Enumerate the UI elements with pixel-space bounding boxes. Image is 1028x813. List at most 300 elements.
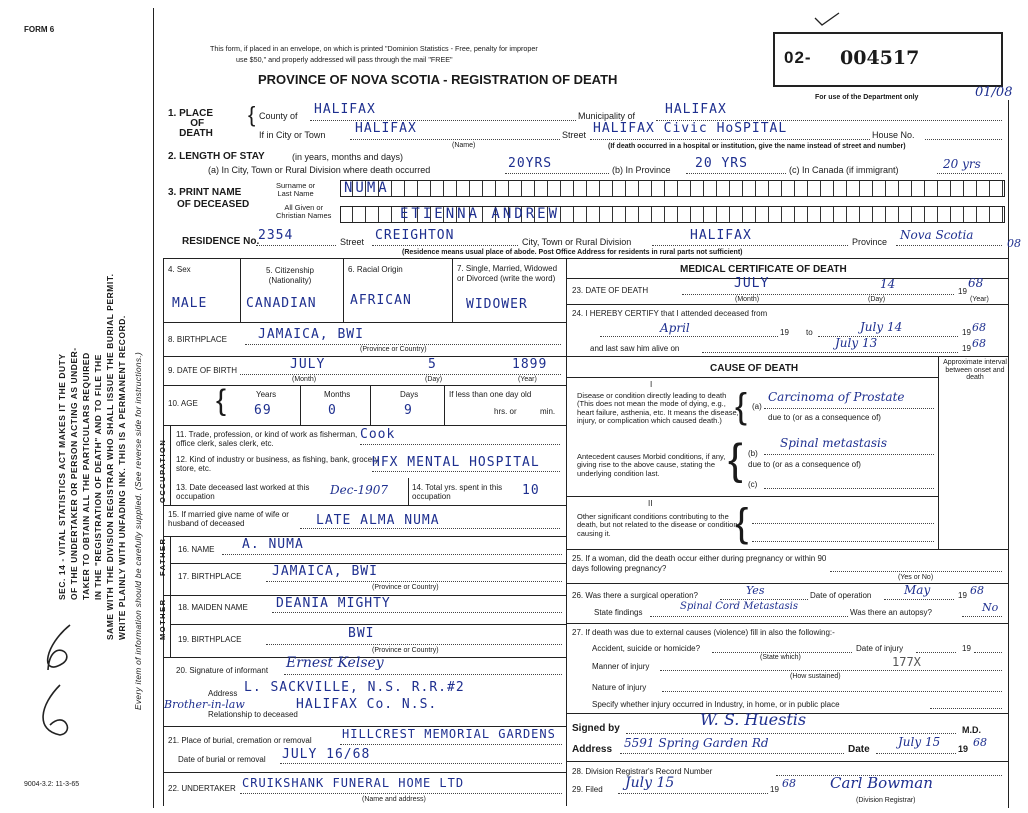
- stay-c-label: (c) In Canada (if immigrant): [789, 165, 899, 175]
- months-value: 0: [328, 403, 337, 418]
- autopsy-value: No: [982, 601, 999, 614]
- letter-cell: [392, 181, 405, 196]
- letter-cell: [431, 181, 444, 196]
- house-line: [925, 139, 1002, 140]
- death-year-prefix: 19: [958, 287, 967, 296]
- letter-cell: [509, 181, 522, 196]
- dept-code: 01/08: [975, 85, 1013, 100]
- interval-divider: [938, 356, 939, 549]
- sep-months: [370, 385, 371, 425]
- other-line-2: [752, 541, 934, 542]
- letter-cell: [522, 181, 535, 196]
- margin-line-3: TAKER TO OBTAIN ALL THE PARTICULARS REQUIRED: [81, 352, 91, 600]
- birthplace-label: 8. BIRTHPLACE: [168, 335, 227, 344]
- letter-cell: [600, 207, 613, 222]
- findings-label: State findings: [594, 608, 643, 617]
- medical-title: MEDICAL CERTIFICATE OF DEATH: [680, 264, 847, 275]
- place-brace: {: [248, 102, 256, 127]
- spouse-line: [300, 528, 560, 529]
- letter-cell: [951, 207, 964, 222]
- death-year-caption: (Year): [970, 296, 989, 303]
- letter-cell: [665, 207, 678, 222]
- letter-cell: [574, 181, 587, 196]
- letter-cell: [561, 207, 574, 222]
- q25-label: 25. If a woman, did the death occur either during pregnancy or within 90 days following pregnancy?: [572, 554, 827, 573]
- date-line: [876, 753, 956, 754]
- letter-cell: [613, 207, 626, 222]
- death-day-caption: (Day): [868, 296, 886, 303]
- b-marker: (b): [748, 449, 758, 458]
- address-value: 5591 Spring Garden Rd: [624, 736, 769, 750]
- residence-street-label: Street: [340, 237, 365, 247]
- letter-cell: [353, 207, 366, 222]
- q11-line: [360, 444, 560, 445]
- letter-cell: [769, 207, 782, 222]
- letter-cell: [925, 181, 938, 196]
- row-divider-6: [163, 505, 566, 506]
- findings-line: [650, 616, 848, 617]
- letter-cell: [938, 207, 951, 222]
- letter-cell: [899, 207, 912, 222]
- undertaker-line: [240, 793, 562, 794]
- direct-brace: {: [735, 385, 748, 426]
- birthplace-value: JAMAICA, BWI: [258, 327, 364, 342]
- death-day: 14: [880, 277, 896, 291]
- cause-a: Carcinoma of Prostate: [768, 390, 905, 404]
- injury-date-label: Date of injury: [856, 644, 904, 653]
- last-seen-year-prefix: 19: [962, 344, 971, 353]
- burial-place-value: HILLCREST MEMORIAL GARDENS: [342, 727, 556, 741]
- sex-label: 4. Sex: [168, 265, 191, 274]
- registrar-signature: Carl Bowman: [830, 774, 933, 792]
- dob-label: 9. DATE OF BIRTH: [168, 366, 238, 375]
- cause-title-line: [566, 377, 938, 378]
- informant-address-1: L. SACKVILLE, N.S. R.R.#2: [244, 680, 465, 695]
- length-of-stay-label: 2. LENGTH OF STAY: [168, 151, 265, 162]
- undertaker-value: CRUIKSHANK FUNERAL HOME LTD: [242, 776, 465, 790]
- form-right-border: [1008, 100, 1009, 808]
- municipality-value: HALIFAX: [665, 102, 727, 117]
- q14-value: 10: [522, 483, 540, 498]
- specify-line: [930, 708, 1002, 709]
- op-date-label: Date of operation: [810, 591, 872, 600]
- letter-cell: [379, 207, 392, 222]
- letter-cell: [951, 181, 964, 196]
- row-divider-3: [163, 356, 566, 357]
- street-label: Street: [562, 130, 587, 140]
- op-date-line: [884, 599, 954, 600]
- q13-value: Dec-1907: [330, 483, 389, 497]
- letter-cell: [964, 181, 977, 196]
- manner-label: Manner of injury: [592, 662, 650, 671]
- signed-line: [626, 733, 956, 734]
- q11-value: Cook: [360, 427, 396, 442]
- mother-birth-line: [266, 644, 562, 645]
- row-divider-1: [163, 258, 1008, 259]
- marital-label: 7. Single, Married, Widowed or Divorced (write the word): [457, 264, 558, 283]
- letter-cell: [613, 181, 626, 196]
- letter-cell: [730, 207, 743, 222]
- form-id: FORM 6: [24, 25, 55, 34]
- city-line: [350, 139, 560, 140]
- address-line: [620, 753, 844, 754]
- dob-line: [240, 374, 561, 375]
- margin-line-5: SAME WITH THE DIVISION REGISTRAR WHO SHALL ISSUE THE BURIAL PERMIT.: [105, 273, 115, 640]
- state-which-caption: (State which): [760, 654, 801, 661]
- county-label: County of: [259, 111, 298, 121]
- letter-cell: [873, 207, 886, 222]
- mother-birth-label: 19. BIRTHPLACE: [178, 635, 242, 644]
- father-birth-caption: (Province or Country): [372, 584, 439, 591]
- min-label: min.: [540, 407, 556, 416]
- letter-cell: [665, 181, 678, 196]
- informant-sig-value: Ernest Kelsey: [286, 655, 384, 671]
- informant-address-2: HALIFAX Co. N.S.: [296, 697, 438, 712]
- print-code: 9004-3.2: 11-3-65: [24, 781, 80, 788]
- letter-cell: [847, 207, 860, 222]
- spouse-value: LATE ALMA NUMA: [316, 513, 440, 528]
- father-side-label: FATHER: [158, 537, 167, 576]
- days-label: Days: [400, 390, 419, 399]
- margin-line-6: WRITE PLAINLY WITH UNFADING INK. THIS IS A PERMANENT RECORD.: [117, 315, 127, 640]
- q14-label: 14. Total yrs. spent in this occupation: [412, 483, 503, 502]
- margin-line-2: OF THE UNDERTAKER OR PERSON ACTING AS UNDER-: [69, 347, 79, 600]
- accident-line: [712, 652, 852, 653]
- letter-cell: [496, 181, 509, 196]
- letter-cell: [860, 207, 873, 222]
- letter-cell: [886, 207, 899, 222]
- burial-date-value: JULY 16/68: [282, 747, 371, 762]
- undertaker-caption: (Name and address): [362, 796, 426, 803]
- father-birth-line: [266, 581, 562, 582]
- letter-cell: [587, 181, 600, 196]
- letter-cell: [834, 207, 847, 222]
- death-month: JULY: [734, 276, 770, 291]
- filed-year: 68: [782, 777, 796, 790]
- street-line: [590, 139, 870, 140]
- print-name-label-1: 3. PRINT NAME: [168, 187, 242, 198]
- form-left-border: [153, 8, 154, 808]
- occ-side-line: [170, 425, 171, 505]
- letter-cell: [678, 181, 691, 196]
- side-code: 08: [1007, 237, 1021, 250]
- q12-label: 12. Kind of industry or business, as fishing, bank, grocery store, etc.: [176, 455, 379, 474]
- residence-no: 2354: [258, 228, 294, 243]
- dob-day: 5: [428, 357, 437, 372]
- part2-divider: [566, 496, 938, 497]
- med-divider-1: [566, 278, 1008, 279]
- city-label: If in City or Town: [259, 130, 326, 140]
- months-label: Months: [324, 390, 351, 399]
- residence-label: RESIDENCE No.: [182, 236, 260, 247]
- mother-birth-caption: (Province or Country): [372, 647, 439, 654]
- address-label: Address: [572, 744, 613, 755]
- sex-value: MALE: [172, 296, 208, 311]
- surname-label: Surname or Last Name: [276, 181, 316, 199]
- burial-place-label: 21. Place of burial, cremation or removal: [168, 736, 312, 745]
- margin-initials-signature: [30, 615, 90, 745]
- letter-cell: [678, 207, 691, 222]
- q12-value: HFX MENTAL HOSPITAL: [372, 455, 540, 470]
- row-divider-5: [163, 425, 566, 426]
- letter-cell: [977, 181, 990, 196]
- surname-cells: [340, 181, 1003, 196]
- letter-cell: [691, 207, 704, 222]
- filed-year-prefix: 19: [770, 785, 779, 794]
- injury-year-line: [974, 652, 1002, 653]
- residence-no-line: [256, 245, 336, 246]
- days-value: 9: [404, 403, 413, 418]
- death-month-caption: (Month): [735, 296, 760, 303]
- autopsy-line: [962, 616, 1002, 617]
- residence-city: HALIFAX: [690, 228, 752, 243]
- informant-sig-label: 20. Signature of informant: [176, 666, 269, 675]
- signed-value: W. S. Huestis: [700, 710, 807, 729]
- sep-citizenship: [343, 258, 344, 322]
- letter-cell: [847, 181, 860, 196]
- manner-code: 177X: [892, 655, 921, 669]
- father-name-value: A. NUMA: [242, 537, 304, 552]
- street-value: HALIFAX Civic HoSPITAL: [593, 121, 788, 136]
- burial-place-line: [340, 744, 562, 745]
- nature-label: Nature of injury: [592, 683, 647, 692]
- row-divider-11: [163, 772, 566, 773]
- father-name-line: [222, 554, 562, 555]
- letter-cell: [587, 207, 600, 222]
- less-than-day-label: If less than one day old: [449, 390, 532, 399]
- letter-cell: [873, 181, 886, 196]
- stay-a-line: [505, 173, 609, 174]
- other-conditions-label: Other significant conditions contributing to the death, but not related to the disease or condition causing it.: [577, 512, 738, 538]
- date-value: July 15: [898, 735, 941, 749]
- cause-b: Spinal metastasis: [780, 436, 888, 450]
- letter-cell: [808, 181, 821, 196]
- letter-cell: [782, 181, 795, 196]
- due-to-a: due to (or as a consequence of): [768, 413, 881, 422]
- surname-value: NUMA: [344, 180, 390, 196]
- letter-cell: [483, 181, 496, 196]
- findings-value: Spinal Cord Metastasis: [680, 601, 798, 612]
- birthplace-line: [245, 344, 561, 345]
- residence-province-label: Province: [852, 237, 888, 247]
- citizenship-label: 5. Citizenship (Nationality): [265, 266, 315, 285]
- op-year: 68: [970, 584, 984, 597]
- stay-c-line: [937, 173, 1002, 174]
- letter-cell: [470, 181, 483, 196]
- reg-number: 004517: [840, 47, 920, 69]
- center-divider: [566, 258, 567, 806]
- surgical-value: Yes: [746, 584, 765, 597]
- name-caption: (Name): [452, 142, 476, 149]
- residence-note: (Residence means usual place of abode. Post Office Address for residents in rural parts not sufficient): [402, 249, 743, 256]
- letter-cell: [834, 181, 847, 196]
- letter-cell: [561, 181, 574, 196]
- age-brace: {: [216, 384, 227, 417]
- check-mark: [812, 10, 842, 28]
- letter-cell: [977, 207, 990, 222]
- q25-line: [830, 571, 1002, 572]
- attend-to: July 14: [860, 320, 903, 334]
- margin-line-4: IN THE "REGISTRATION OF DEATH" AND TO FILE THE: [93, 354, 103, 600]
- letter-cell: [691, 181, 704, 196]
- attend-from-line: [600, 336, 778, 337]
- med-divider-4: [566, 549, 1008, 550]
- cause-a-line: [764, 408, 934, 409]
- mother-maiden-line: [272, 612, 562, 613]
- mother-side-label: MOTHER: [158, 598, 167, 640]
- letter-cell: [964, 207, 977, 222]
- injury-year-prefix: 19: [962, 644, 971, 653]
- q12-line: [372, 471, 560, 472]
- citizenship-value: CANADIAN: [246, 296, 317, 311]
- letter-cell: [444, 181, 457, 196]
- dob-year-caption: (Year): [518, 376, 537, 383]
- a-marker: (a): [752, 402, 762, 411]
- letter-cell: [574, 207, 587, 222]
- signed-label: Signed by: [572, 723, 620, 734]
- birthplace-caption: (Province or Country): [360, 346, 427, 353]
- letter-cell: [626, 207, 639, 222]
- autopsy-label: Was there an autopsy?: [850, 608, 932, 617]
- med-divider-3: [566, 356, 1008, 357]
- letter-cell: [925, 207, 938, 222]
- letter-cell: [418, 181, 431, 196]
- q24-label: 24. I HEREBY CERTIFY that I attended deceased from: [572, 309, 768, 318]
- cause-title: CAUSE OF DEATH: [710, 363, 799, 374]
- due-to-b: due to (or as a consequence of): [748, 460, 861, 469]
- left-inner-border: [163, 258, 164, 806]
- residence-province: Nova Scotia: [900, 228, 974, 242]
- q23-label: 23. DATE OF DEATH: [572, 286, 649, 295]
- informant-address-label: Address: [208, 689, 238, 698]
- spouse-label: 15. If married give name of wife or husband of deceased: [168, 510, 289, 529]
- sep-days: [444, 385, 445, 425]
- residence-city-line: [652, 245, 848, 246]
- letter-cell: [366, 207, 379, 222]
- residence-province-line: [896, 245, 1002, 246]
- sep-sex: [240, 258, 241, 322]
- letter-cell: [639, 207, 652, 222]
- mother-side-line: [170, 595, 171, 657]
- relationship-label: Relationship to deceased: [208, 710, 298, 719]
- letter-cell: [756, 181, 769, 196]
- part1-label: I: [650, 380, 653, 389]
- letter-cell: [886, 181, 899, 196]
- q23-line: [682, 294, 954, 295]
- letter-cell: [795, 181, 808, 196]
- letter-cell: [535, 181, 548, 196]
- cause-c-line: [764, 488, 934, 489]
- margin-line-7: Every item of information should be carefully supplied. (See reverse side for instructions.): [133, 351, 143, 710]
- last-seen: July 13: [835, 336, 878, 350]
- margin-line-1: SEC. 14 - VITAL STATISTICS ACT MAKES IT THE DUTY: [57, 353, 67, 600]
- other-brace: {: [735, 501, 749, 545]
- county-value: HALIFAX: [314, 102, 376, 117]
- form-title: PROVINCE OF NOVA SCOTIA - REGISTRATION OF DEATH: [258, 72, 618, 87]
- reg-prefix: 02-: [784, 48, 812, 67]
- stay-b-line: [686, 173, 786, 174]
- letter-cell: [769, 181, 782, 196]
- last-seen-year: 68: [972, 337, 986, 350]
- letter-cell: [743, 207, 756, 222]
- row-divider-7: [163, 536, 566, 537]
- dob-year: 1899: [512, 357, 548, 372]
- nature-line: [662, 691, 1002, 692]
- attend-from: April: [660, 321, 690, 335]
- q26-label: 26. Was there a surgical operation?: [572, 591, 698, 600]
- last-seen-line: [702, 352, 958, 353]
- letter-cell: [860, 181, 873, 196]
- manner-line: [660, 670, 1002, 671]
- dob-month-caption: (Month): [292, 376, 317, 383]
- direct-cause-label: Disease or condition directly leading to death (This does not mean the mode of dying, e.g., heart failure, asthenia, etc. It means the disease, injury, or complication which caused death.): [577, 391, 739, 425]
- specify-label: Specify whether injury occurred in Industry, in home, or in public place: [592, 700, 840, 709]
- occupation-side-label: OCCUPATION: [158, 438, 167, 503]
- hrs-label: hrs. or: [494, 407, 517, 416]
- date-year-prefix: 19: [958, 744, 969, 754]
- city-value: HALIFAX: [355, 121, 417, 136]
- letter-cell: [639, 181, 652, 196]
- filed-line: [618, 793, 768, 794]
- mother-maiden-value: DEANIA MIGHTY: [276, 596, 391, 611]
- yes-no-caption: (Yes or No): [898, 574, 934, 581]
- undertaker-label: 22. UNDERTAKER: [168, 784, 236, 793]
- registrar-caption: (Division Registrar): [856, 797, 916, 804]
- letter-cell: [795, 207, 808, 222]
- years-label: Years: [256, 390, 277, 399]
- med-divider-8: [566, 761, 1008, 762]
- racial-label: 6. Racial Origin: [348, 265, 403, 274]
- to-year-prefix: 19: [962, 328, 971, 337]
- letter-cell: [938, 181, 951, 196]
- letter-cell: [730, 181, 743, 196]
- how-sustained-caption: (How sustained): [790, 673, 841, 680]
- length-of-stay-sub: (in years, months and days): [292, 152, 404, 162]
- residence-street: CREIGHTON: [375, 228, 455, 243]
- injury-date-line: [916, 652, 956, 653]
- letter-cell: [405, 181, 418, 196]
- given-value: ETIENNA ANDREW: [400, 206, 561, 222]
- dept-use-label: For use of the Department only: [815, 94, 919, 101]
- antecedent-label: Antecedent causes Morbid conditions, if any, giving rise to the above cause, stating the underlying condition last.: [577, 452, 726, 478]
- letter-cell: [717, 207, 730, 222]
- letter-cell: [652, 181, 665, 196]
- burial-date-label: Date of burial or removal: [178, 755, 266, 764]
- years-value: 69: [254, 403, 272, 418]
- to-year: 68: [972, 321, 986, 334]
- letter-cell: [600, 181, 613, 196]
- municipality-label: Municipality of: [578, 111, 636, 121]
- dob-day-caption: (Day): [425, 376, 443, 383]
- op-year-prefix: 19: [958, 591, 967, 600]
- antecedent-brace: {: [728, 435, 743, 484]
- county-line: [310, 120, 576, 121]
- letter-cell: [652, 207, 665, 222]
- q29-label: 29. Filed: [572, 785, 603, 794]
- informant-relationship-value: Brother-in-law: [164, 698, 245, 711]
- q11-label: 11. Trade, profession, or kind of work as fisherman, office clerk, sales clerk, etc.: [176, 430, 358, 449]
- letter-cell: [626, 181, 639, 196]
- letter-cell: [756, 207, 769, 222]
- row-divider-2: [163, 322, 566, 323]
- residence-city-label: City, Town or Rural Division: [522, 237, 632, 247]
- cause-b-line: [764, 454, 934, 455]
- c-marker: (c): [748, 480, 758, 489]
- letter-cell: [912, 181, 925, 196]
- md-label: M.D.: [962, 725, 981, 735]
- op-date-value: May: [904, 583, 931, 597]
- age-label: 10. AGE: [168, 399, 198, 408]
